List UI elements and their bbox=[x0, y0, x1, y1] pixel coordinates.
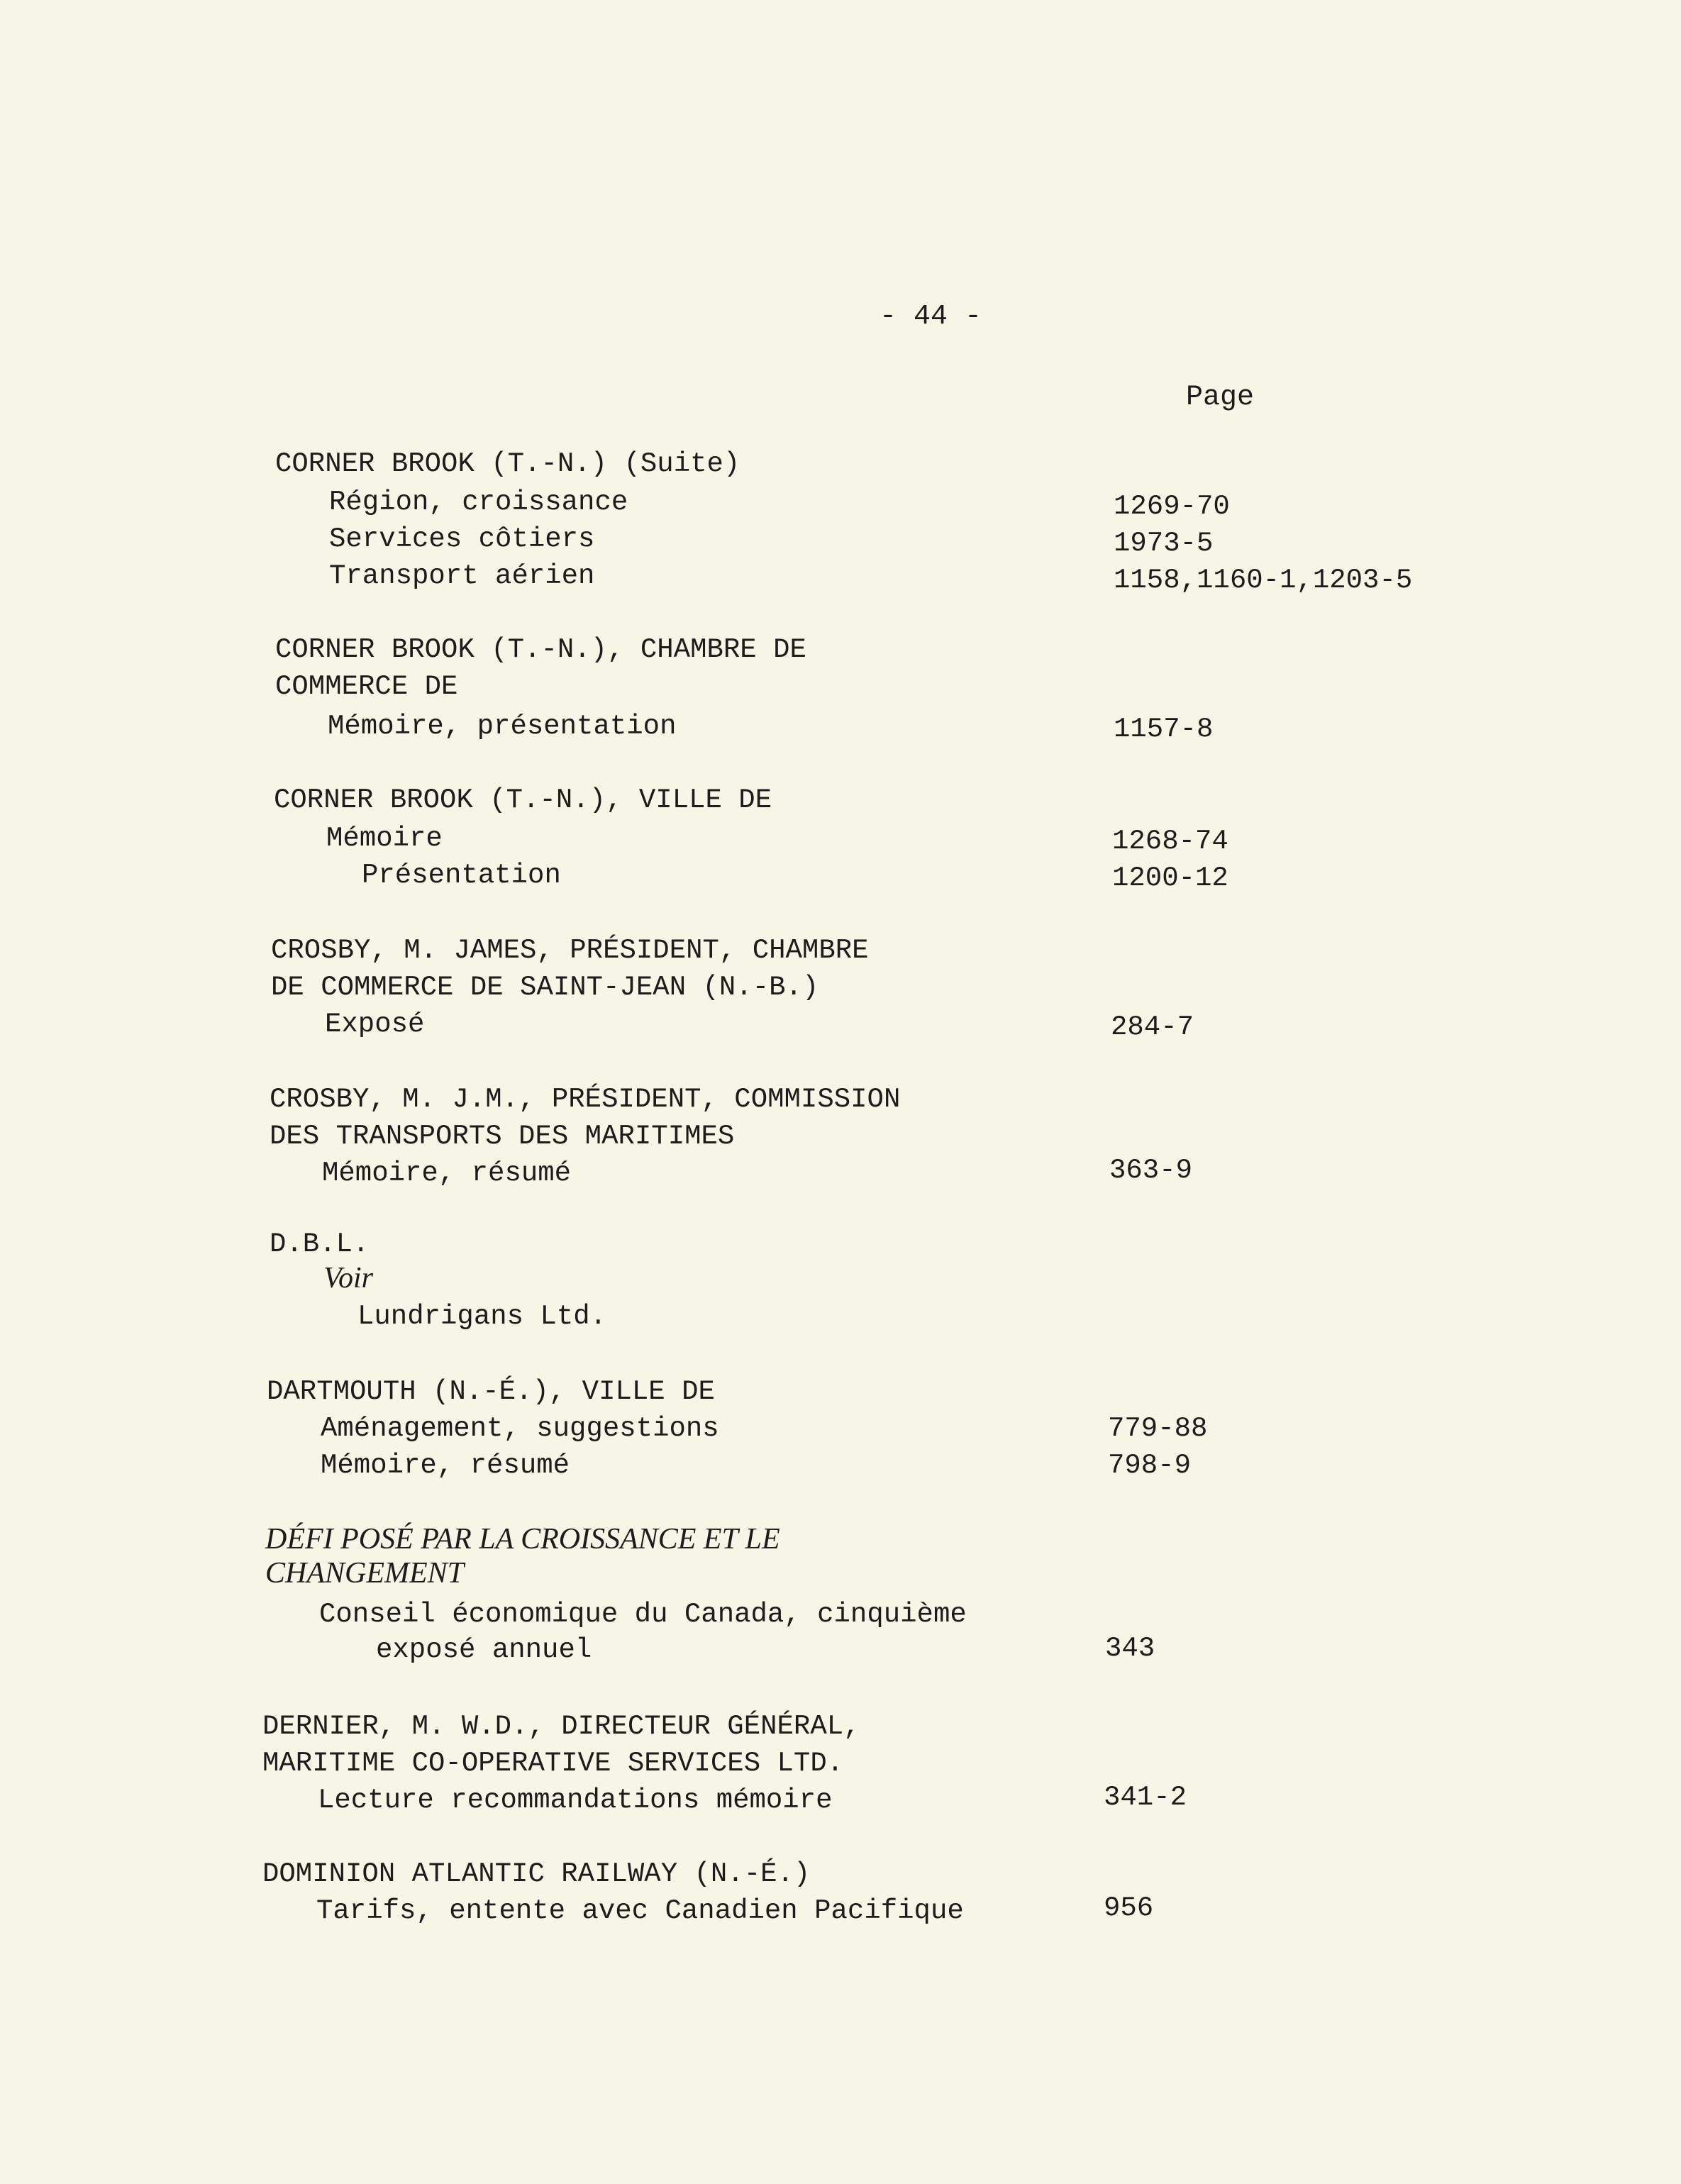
entry-heading: DERNIER, M. W.D., DIRECTEUR GÉNÉRAL, bbox=[262, 1711, 860, 1742]
entry-subitem: Voir bbox=[323, 1262, 374, 1295]
entry-page-ref: 284-7 bbox=[1111, 1011, 1194, 1043]
entry-heading: D.B.L. bbox=[270, 1229, 370, 1260]
entry-page-ref: 956 bbox=[1104, 1892, 1154, 1924]
entry-subitem: Présentation bbox=[362, 860, 561, 891]
entry-subitem: Exposé bbox=[325, 1009, 425, 1040]
entry-heading: CROSBY, M. JAMES, PRÉSIDENT, CHAMBRE bbox=[271, 935, 869, 966]
entry-subitem: Tarifs, entente avec Canadien Pacifique bbox=[316, 1895, 964, 1927]
entry-subitem: exposé annuel bbox=[376, 1634, 592, 1665]
entry-page-ref: 1200-12 bbox=[1112, 863, 1228, 894]
entry-heading: CORNER BROOK (T.-N.), VILLE DE bbox=[274, 785, 772, 816]
entry-subitem: Lundrigans Ltd. bbox=[357, 1301, 607, 1332]
entry-heading: CORNER BROOK (T.-N.), CHAMBRE DE bbox=[275, 634, 806, 665]
entry-page-ref: 1268-74 bbox=[1112, 826, 1228, 857]
entry-heading: DÉFI POSÉ PAR LA CROISSANCE ET LE bbox=[265, 1523, 780, 1556]
entry-page-ref: 1269-70 bbox=[1114, 491, 1230, 522]
entry-heading: DARTMOUTH (N.-É.), VILLE DE bbox=[267, 1376, 715, 1407]
entry-page-ref: 1158,1160-1,1203-5 bbox=[1114, 565, 1413, 596]
entry-page-ref: 1973-5 bbox=[1114, 528, 1214, 559]
entry-subitem: Mémoire bbox=[326, 823, 443, 854]
column-header: Page bbox=[1186, 382, 1255, 414]
entry-subitem: Aménagement, suggestions bbox=[321, 1413, 719, 1444]
entry-heading: DES TRANSPORTS DES MARITIMES bbox=[270, 1121, 735, 1152]
entry-subitem: Conseil économique du Canada, cinquième bbox=[319, 1599, 967, 1630]
entry-page-ref: 341-2 bbox=[1104, 1782, 1187, 1813]
entry-subitem: Lecture recommandations mémoire bbox=[318, 1785, 833, 1816]
entry-heading: DOMINION ATLANTIC RAILWAY (N.-É.) bbox=[262, 1858, 811, 1890]
entry-subitem: Mémoire, résumé bbox=[322, 1158, 572, 1189]
entry-subitem: Services côtiers bbox=[329, 523, 595, 555]
entry-page-ref: 343 bbox=[1105, 1633, 1155, 1664]
entry-page-ref: 798-9 bbox=[1108, 1450, 1192, 1481]
entry-heading: MARITIME CO-OPERATIVE SERVICES LTD. bbox=[262, 1748, 844, 1779]
entry-heading: DE COMMERCE DE SAINT-JEAN (N.-B.) bbox=[271, 972, 819, 1003]
page-number: - 44 - bbox=[880, 301, 982, 333]
entry-subitem: Région, croissance bbox=[329, 487, 628, 518]
entry-page-ref: 1157-8 bbox=[1114, 714, 1214, 745]
entry-subitem: Transport aérien bbox=[329, 560, 595, 592]
entry-heading: CHANGEMENT bbox=[265, 1557, 465, 1590]
entry-heading: CORNER BROOK (T.-N.) (Suite) bbox=[275, 448, 740, 480]
entry-subitem: Mémoire, présentation bbox=[328, 711, 677, 742]
entry-heading: COMMERCE DE bbox=[275, 671, 458, 702]
entry-heading: CROSBY, M. J.M., PRÉSIDENT, COMMISSION bbox=[270, 1084, 901, 1115]
entry-page-ref: 363-9 bbox=[1109, 1155, 1193, 1186]
entry-subitem: Mémoire, résumé bbox=[321, 1450, 570, 1481]
entry-page-ref: 779-88 bbox=[1108, 1413, 1208, 1444]
